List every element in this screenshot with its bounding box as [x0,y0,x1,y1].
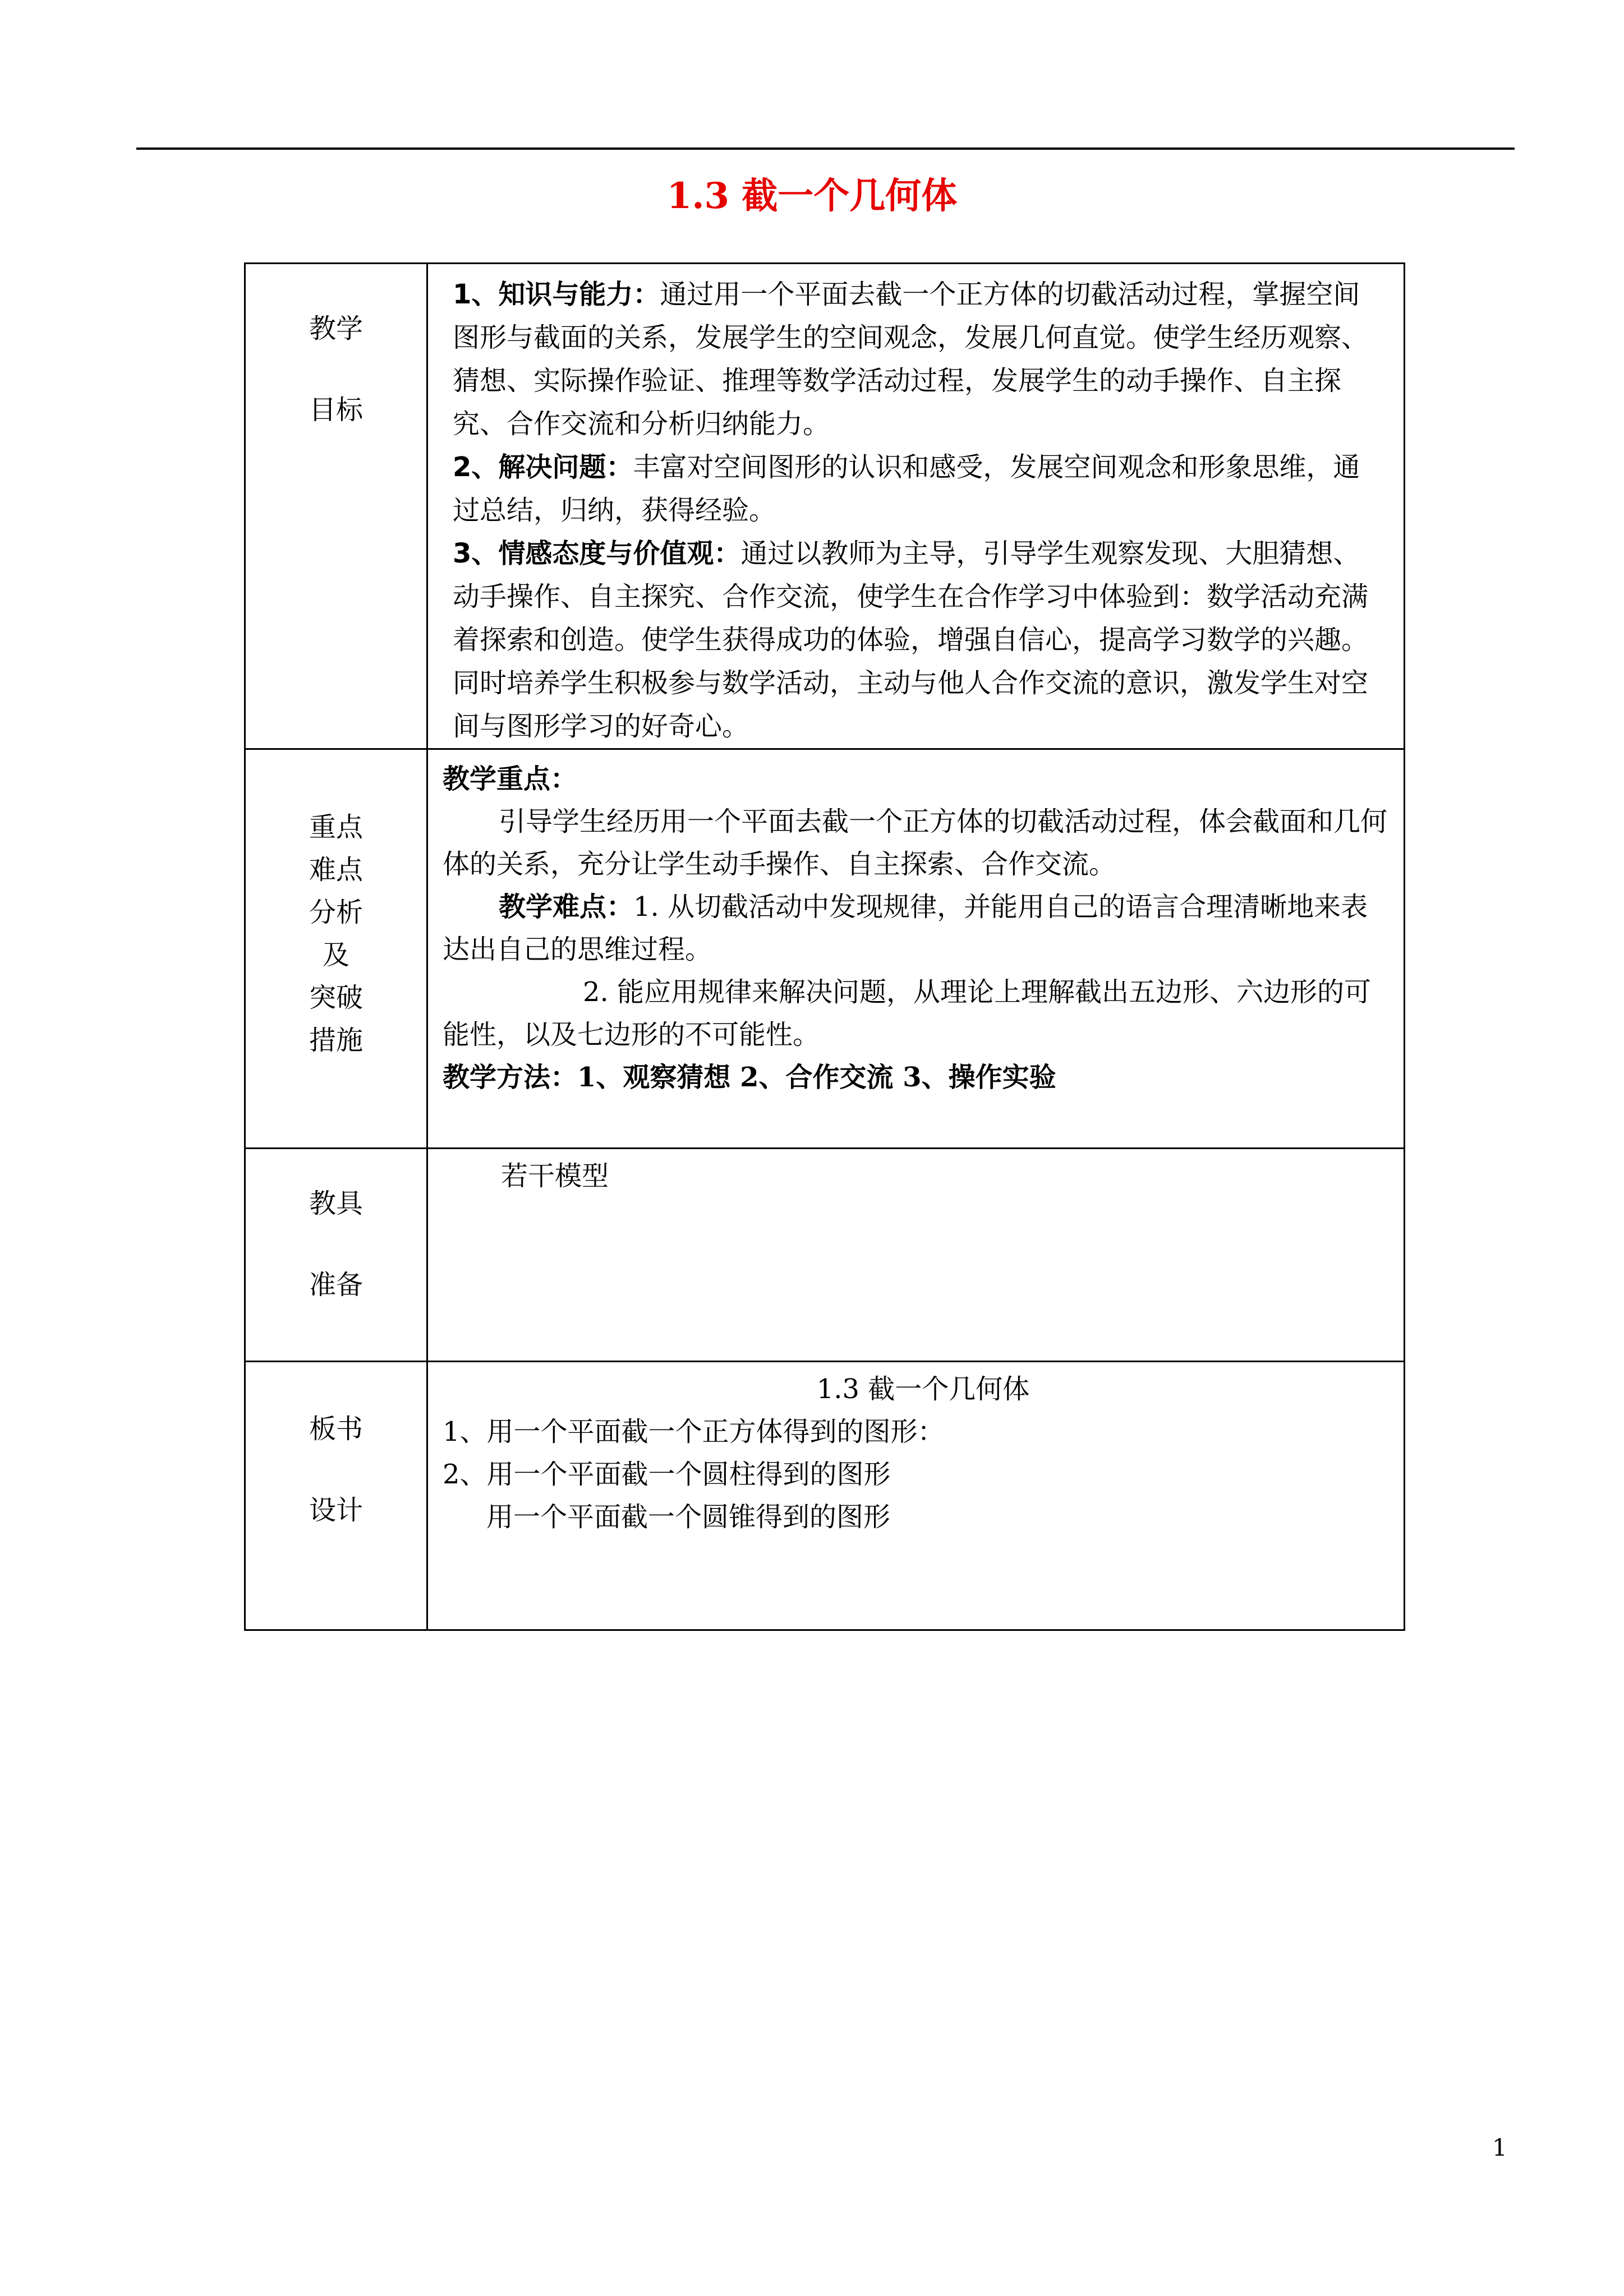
table-row-key-points [245,749,1405,1149]
label-key-line: 及 [322,939,349,971]
label-cell-key-points [245,749,427,1149]
label-key-line: 重点 [309,812,363,843]
objective-item [453,273,1387,446]
page-number: 1 [1492,2134,1507,2161]
board-title: 1.3 截一个几何体 [816,1373,1030,1405]
label-objectives-line2: 目标 [309,394,363,426]
content-cell-key-points [427,749,1405,1149]
content-cell-objectives [427,264,1405,749]
label-board-line2: 设计 [309,1495,363,1526]
objective-item [453,532,1387,748]
label-materials-line1: 教具 [309,1188,363,1219]
difficulty-1 [443,886,1392,971]
difficulty-heading: 教学难点： [499,891,634,923]
focus-text: 引导学生经历用一个平面去截一个正方体的切截活动过程，体会截面和几何体的关系，充分让学生动手操作、自主探索、合作交流。 [443,806,1388,880]
objective-item [453,446,1387,532]
table-row-objectives [245,264,1405,749]
table-row-board-design [245,1362,1405,1630]
objective-head: 3、情感态度与价值观： [453,538,741,569]
label-key-line: 突破 [309,982,363,1013]
label-materials-line2: 准备 [309,1269,363,1301]
objective-text: 丰富对空间图形的认识和感受，发展空间观念和形象思维，通过总结，归纳，获得经验。 [453,451,1360,526]
table-row-materials [245,1149,1405,1362]
label-key-line: 难点 [309,854,363,886]
board-line: 2、用一个平面截一个圆柱得到的图形 [443,1459,891,1490]
label-cell-board-design [245,1362,427,1630]
header-rule [136,147,1515,150]
objective-head: 2、解决问题： [453,451,633,483]
teaching-method: 教学方法：1、观察猜想 2、合作交流 3、操作实验 [443,1062,1056,1093]
difficulty-2: 2. 能应用规律来解决问题，从理论上理解截出五边形、六边形的可能性，以及七边形的不可能性。 [443,976,1372,1050]
label-key-line: 分析 [309,897,363,928]
objective-text: 通过用一个平面去截一个正方体的切截活动过程，掌握空间图形与截面的关系，发展学生的空间观念，发展几何直觉。使学生经历观察、猜想、实际操作验证、推理等数学活动过程，发展学生的动手操作、自主探究、合作交流和分析归纳能力。 [453,279,1369,440]
label-cell-objectives [245,264,427,749]
lesson-plan-table [244,262,1405,1631]
objective-head: 1、知识与能力： [453,279,660,310]
label-board-line1: 板书 [309,1413,363,1445]
objective-text: 通过以教师为主导，引导学生观察发现、大胆猜想、动手操作、自主探究、合作交流，使学生在合作学习中体验到：数学活动充满着探索和创造。使学生获得成功的体验，增强自信心，提高学习数学的兴趣。同时培养学生积极参与数学活动，主动与他人合作交流的意识，激发学生对空间与图形学习的好奇心。 [453,538,1369,742]
difficulty-1-text: 1. 从切截活动中发现规律，并能用自己的语言合理清晰地来表达出自己的思维过程。 [443,891,1368,965]
content-cell-materials [427,1149,1405,1362]
label-key-line: 措施 [309,1025,363,1056]
content-cell-board-design [427,1362,1405,1630]
board-line: 1、用一个平面截一个正方体得到的图形： [443,1416,945,1447]
label-cell-materials [245,1149,427,1362]
focus-heading: 教学重点： [443,763,578,795]
page-title: 1.3 截一个几何体 [666,175,958,217]
materials-text: 若干模型 [501,1160,609,1192]
board-line: 用一个平面截一个圆锥得到的图形 [486,1501,891,1533]
label-objectives-line1: 教学 [309,313,363,344]
